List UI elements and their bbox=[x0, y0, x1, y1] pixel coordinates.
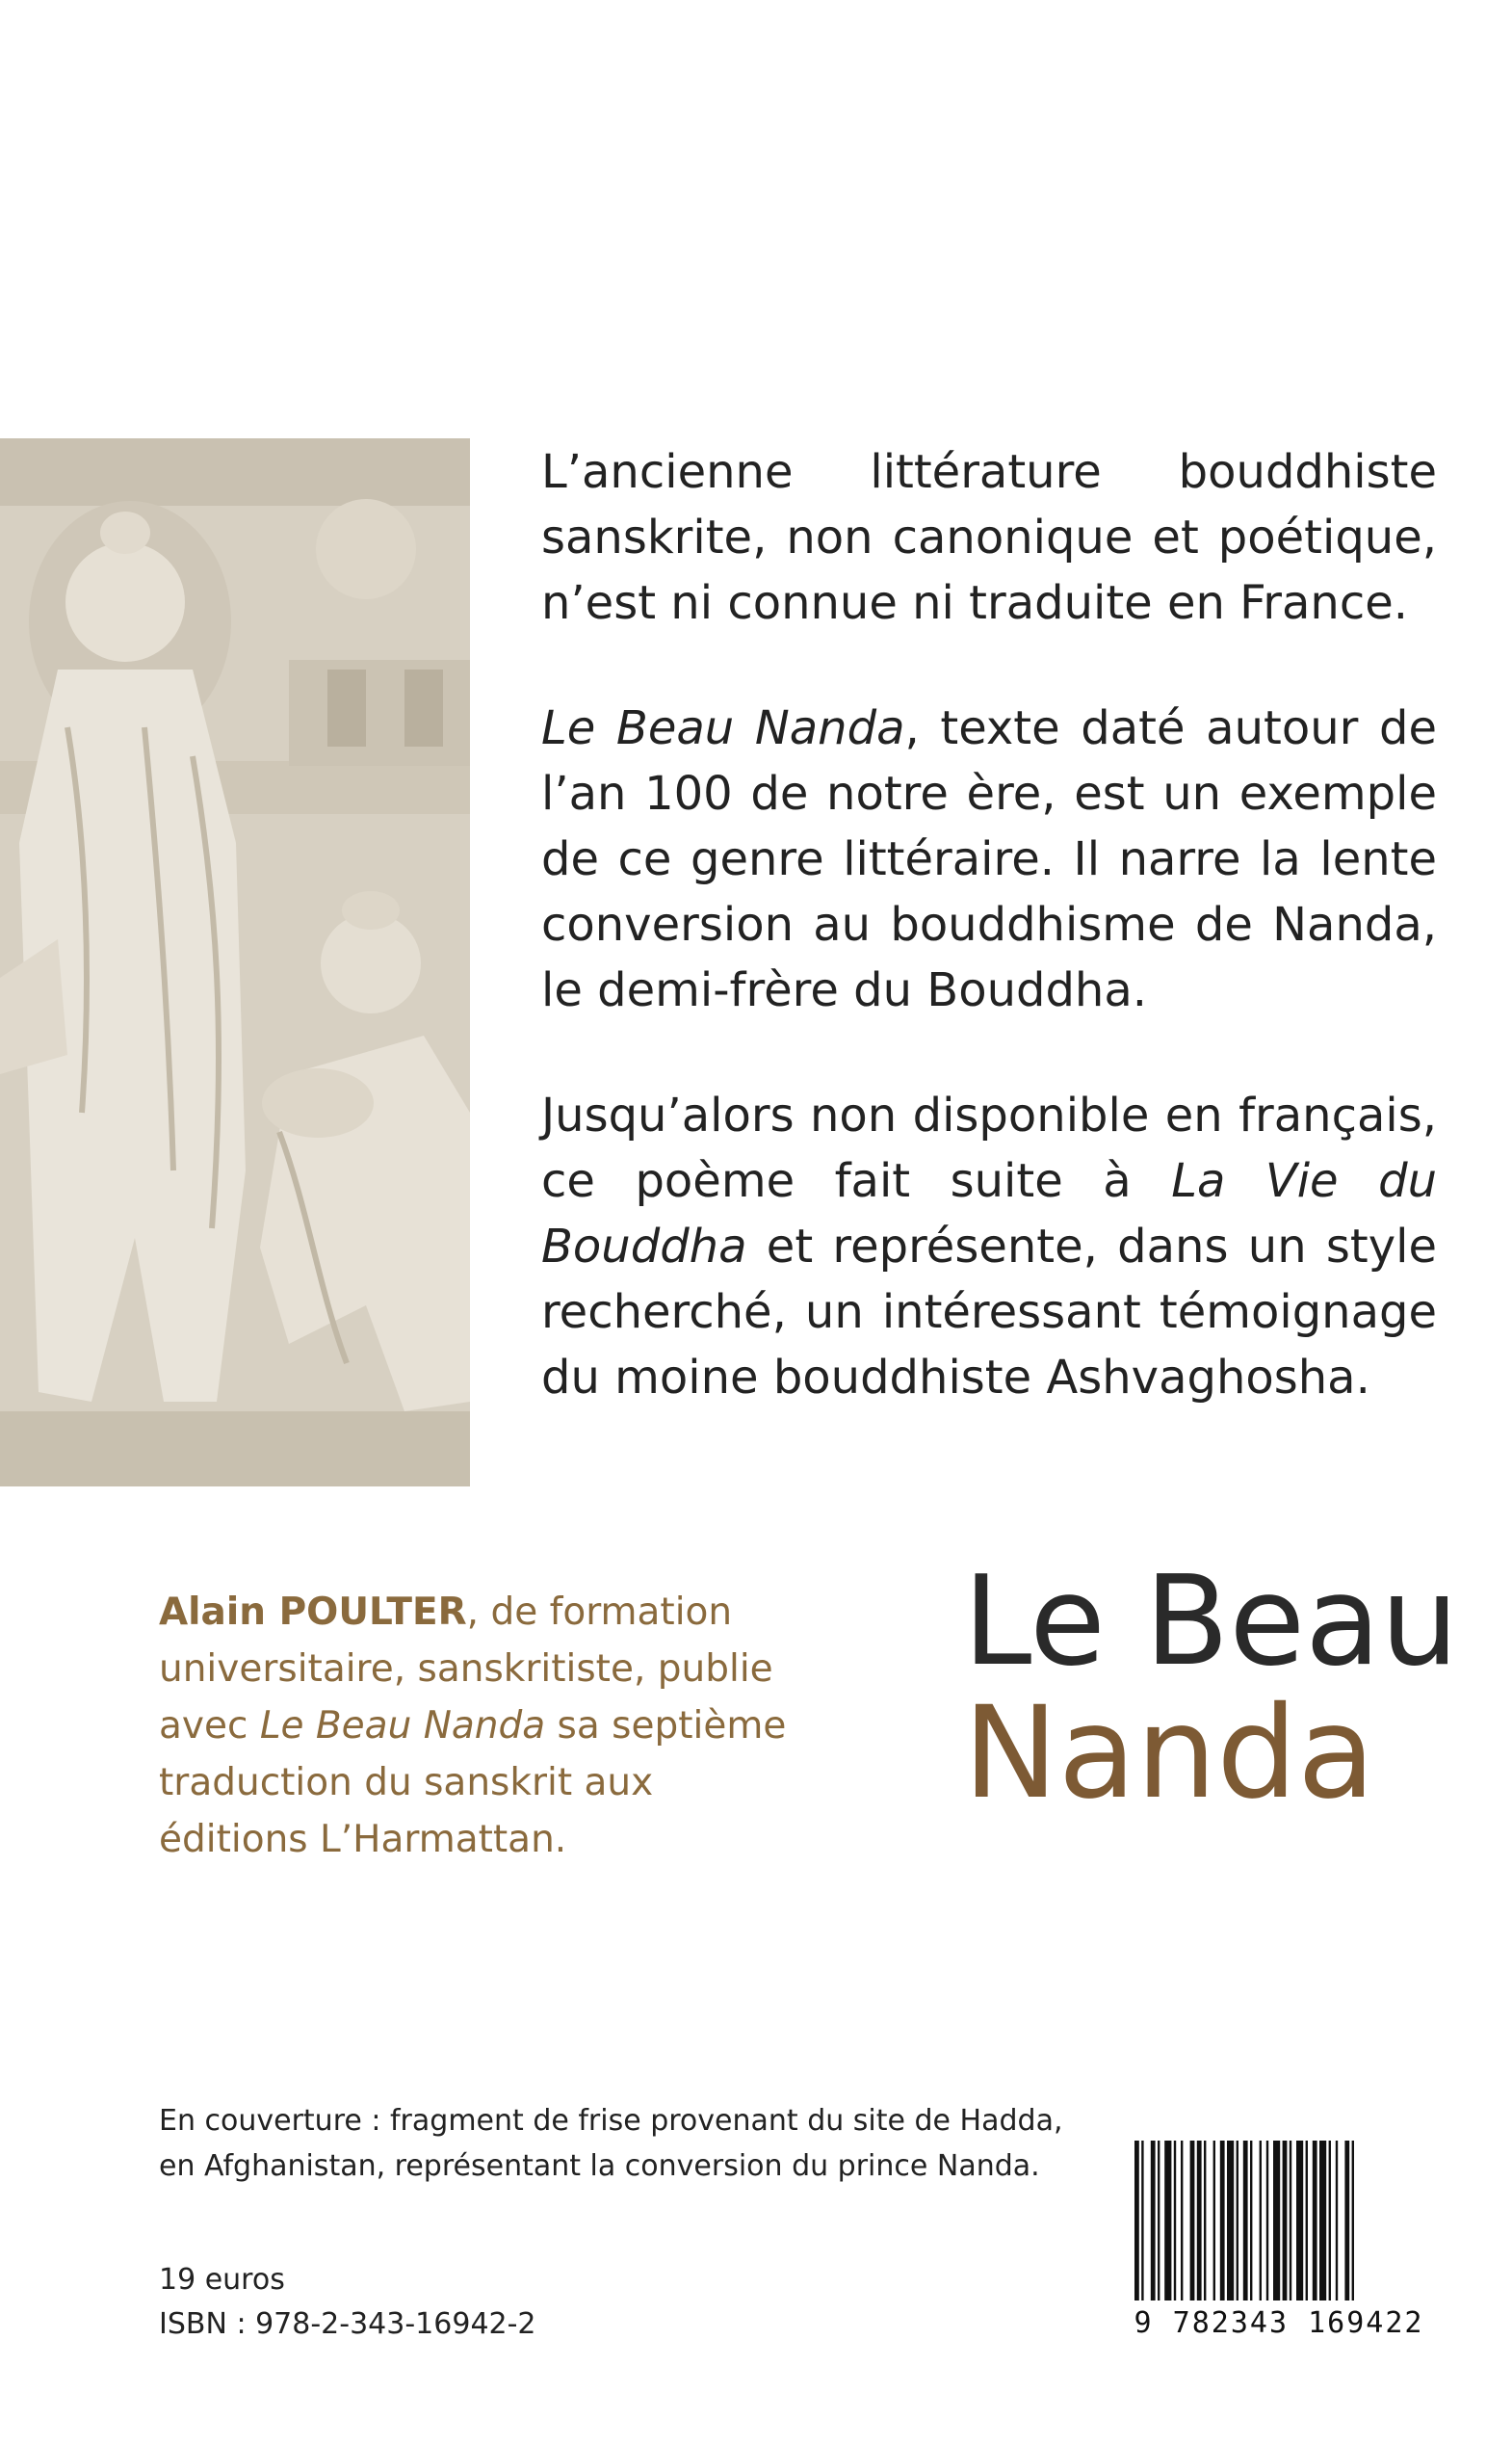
book-title bbox=[963, 1550, 1464, 1827]
synopsis-text bbox=[541, 439, 1437, 1470]
author-name: Alain POULTER bbox=[159, 1591, 467, 1634]
barcode-bar bbox=[1319, 2141, 1326, 2300]
synopsis-paragraph-3 bbox=[541, 1083, 1437, 1410]
synopsis-book-title: Le Beau Nanda bbox=[541, 701, 905, 755]
cover-credit-note: En couverture : fragment de frise provenant du site de Hadda, en Afghanistan, représentant la conversion du prince Nanda. bbox=[159, 2104, 1063, 2183]
barcode-bar bbox=[1329, 2141, 1331, 2300]
synopsis-paragraph-2 bbox=[541, 696, 1437, 1023]
barcode-bar bbox=[1306, 2141, 1308, 2300]
author-bio-text-1: , de formation universitaire, sanskritiste, publie avec bbox=[159, 1591, 773, 1748]
barcode-bar bbox=[1237, 2141, 1238, 2300]
author-bio bbox=[159, 1584, 814, 1868]
barcode-bar bbox=[1190, 2141, 1195, 2300]
barcode-bar bbox=[1141, 2141, 1143, 2300]
barcode-bar bbox=[1213, 2141, 1215, 2300]
barcode-bar bbox=[1227, 2141, 1234, 2300]
price: 19 euros bbox=[159, 2263, 285, 2297]
barcode-bar bbox=[1220, 2141, 1225, 2300]
barcode-bar bbox=[1273, 2141, 1280, 2300]
stone-frieze-illustration bbox=[0, 438, 470, 1486]
synopsis-paragraph-3-start: Jusqu’alors non disponible en français, ce poème fait suite à bbox=[541, 1089, 1437, 1208]
book-title-line-2: Nanda bbox=[963, 1679, 1375, 1827]
barcode bbox=[1123, 2137, 1435, 2343]
author-bio-book-title: Le Beau Nanda bbox=[259, 1704, 546, 1748]
barcode-bar bbox=[1283, 2141, 1288, 2300]
synopsis-paragraph-1: L’ancienne littérature bouddhiste sanskrite, non canonique et poétique, n’est ni connue ni traduite en France. bbox=[541, 445, 1437, 630]
barcode-bar bbox=[1296, 2141, 1303, 2300]
barcode-bar bbox=[1158, 2141, 1160, 2300]
book-title-line-1: Le Beau bbox=[963, 1550, 1459, 1694]
synopsis-paragraph-2-text: , texte daté autour de l’an 100 de notre ère, est un exemple de ce genre littéraire. Il narre la lente conversion au bouddhisme de Nanda, le demi-frère du Bouddha. bbox=[541, 701, 1437, 1017]
barcode-bar bbox=[1174, 2141, 1176, 2300]
barcode-bar bbox=[1204, 2141, 1206, 2300]
barcode-bar bbox=[1151, 2141, 1156, 2300]
barcode-bar bbox=[1181, 2141, 1183, 2300]
barcode-bar bbox=[1344, 2141, 1349, 2300]
barcode-bar bbox=[1250, 2141, 1252, 2300]
barcode-bars bbox=[1123, 2137, 1435, 2302]
barcode-bar bbox=[1313, 2141, 1317, 2300]
barcode-bar bbox=[1336, 2141, 1338, 2300]
barcode-bar bbox=[1164, 2141, 1171, 2300]
isbn: ISBN : 978-2-343-16942-2 bbox=[159, 2307, 536, 2341]
synopsis-related-title: La Vie du Bouddha bbox=[541, 1154, 1437, 1274]
cover-relief-image bbox=[0, 438, 470, 1486]
barcode-bar bbox=[1290, 2141, 1291, 2300]
barcode-digits: 9 782343 169422 bbox=[1134, 2306, 1424, 2340]
synopsis-paragraph-3-rest: et représente, dans un style recherché, un intéressant témoignage du moine bouddhiste Ashvaghosha. bbox=[541, 1220, 1437, 1405]
barcode-bar bbox=[1352, 2141, 1354, 2300]
barcode-bar bbox=[1260, 2141, 1262, 2300]
author-bio-text-2: sa septième traduction du sanskrit aux éditions L’Harmattan. bbox=[159, 1704, 787, 1861]
barcode-bar bbox=[1134, 2141, 1139, 2300]
barcode-bar bbox=[1266, 2141, 1268, 2300]
barcode-bar bbox=[1243, 2141, 1248, 2300]
barcode-bar bbox=[1197, 2141, 1202, 2300]
